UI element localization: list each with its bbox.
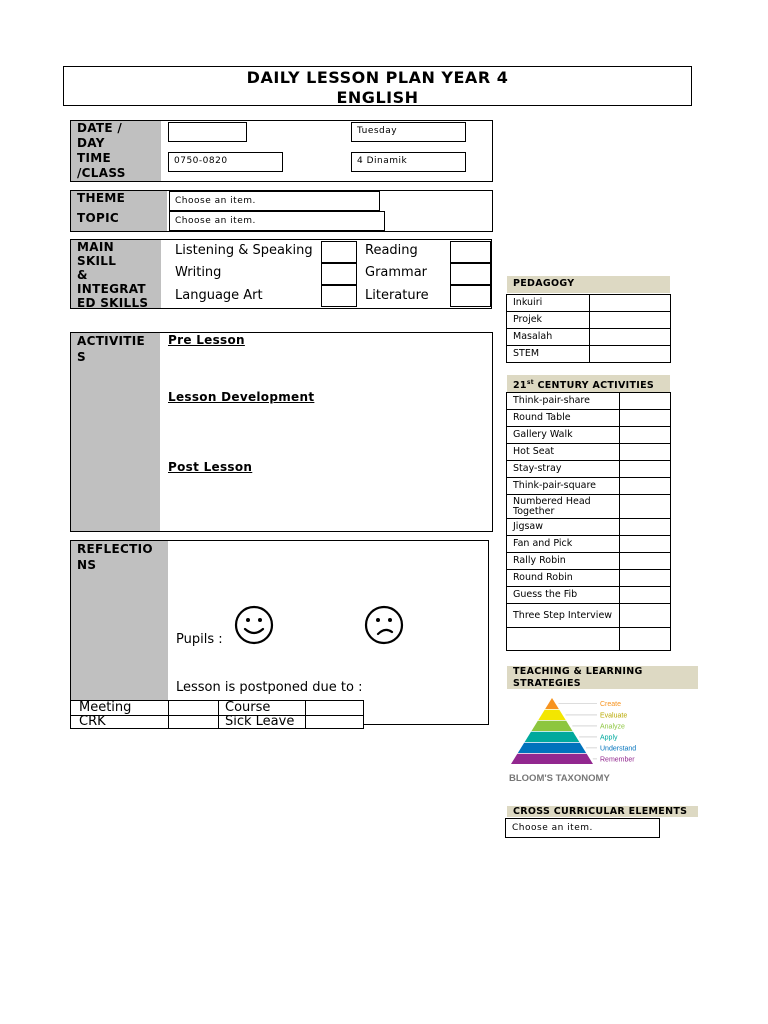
datetime-label-1: DATE / [77,121,123,135]
postponed-label: Lesson is postponed due to : [176,680,363,695]
skill-literature-checkbox[interactable] [450,285,491,307]
pupils-label: Pupils : [176,632,223,647]
smiley-face-icon[interactable] [233,604,275,646]
century-check[interactable] [620,587,671,604]
century-check[interactable] [620,536,671,553]
skills-label-5: ED SKILLS [77,296,149,310]
topic-select[interactable]: Choose an item. [169,211,385,231]
date-field[interactable] [168,122,247,142]
datetime-label-3: TIME [77,151,111,165]
century-item: Gallery Walk [507,427,620,444]
skill-reading: Reading [365,243,418,258]
title-line-1: DAILY LESSON PLAN YEAR 4 [246,68,509,87]
skill-listening-speaking: Listening & Speaking [175,243,313,258]
century-item: Think-pair-share [507,393,620,410]
century-item: Rally Robin [507,553,620,570]
reason-crk: CRK [79,714,106,729]
century-check[interactable] [620,628,671,651]
topic-label: TOPIC [77,211,119,225]
activities-label-2: S [77,350,86,364]
activities-section [70,332,493,532]
skill-reading-checkbox[interactable] [450,241,491,263]
title-line-2: ENGLISH [336,88,419,107]
century-check[interactable] [620,410,671,427]
century-item: Stay-stray [507,461,620,478]
time-field[interactable]: 0750-0820 [168,152,283,172]
pyramid-label-apply: Apply [600,734,618,742]
century-check[interactable] [620,604,671,628]
post-lesson-heading: Post Lesson [168,460,253,474]
datetime-label-2: DAY [77,136,105,150]
pyramid-level-understand [518,743,586,753]
teaching-header-line-2: STRATEGIES [513,678,581,689]
century-header-rest: CENTURY ACTIVITIES [533,380,655,392]
pedagogy-item: STEM [507,346,590,363]
skill-grammar: Grammar [365,265,428,280]
century-item [507,628,620,651]
pedagogy-header: PEDAGOGY [507,276,670,293]
skill-language-art-checkbox[interactable] [321,285,357,307]
century-check[interactable] [620,570,671,587]
reason-meeting: Meeting [79,700,132,715]
century-check[interactable] [620,427,671,444]
century-check[interactable] [620,393,671,410]
pyramid-label-analyze: Analyze [600,723,625,731]
century-check[interactable] [620,461,671,478]
century-activities-table [506,392,671,651]
skill-writing: Writing [175,265,222,280]
skill-literature: Literature [365,288,429,303]
title-box [63,66,692,106]
datetime-section [70,120,493,182]
teaching-strategies-header [507,666,698,689]
theme-topic-section [70,190,493,232]
pedagogy-check[interactable] [590,346,671,363]
century-item: Fan and Pick [507,536,620,553]
activities-label-1: ACTIVITIE [77,334,146,348]
century-item: Guess the Fib [507,587,620,604]
pyramid-level-apply [525,732,580,742]
blooms-caption: BLOOM'S TAXONOMY [509,773,610,784]
century-item: Hot Seat [507,444,620,461]
skills-label-3: & [77,268,88,282]
century-item: Jigsaw [507,519,620,536]
day-field[interactable]: Tuesday [351,122,466,142]
century-check[interactable] [620,478,671,495]
century-check[interactable] [620,519,671,536]
century-activities-header [507,375,670,392]
pedagogy-item: Masalah [507,329,590,346]
pyramid-level-create [545,698,559,709]
skill-language-art: Language Art [175,288,263,303]
pedagogy-check[interactable] [590,329,671,346]
pyramid-level-evaluate [538,710,565,720]
reflections-label-2: NS [77,558,97,572]
postpone-reason-grid [70,700,364,729]
pedagogy-item: Projek [507,312,590,329]
lesson-development-heading: Lesson Development [168,390,315,404]
pyramid-label-understand: Understand [600,745,637,753]
century-item: Numbered Head Together [507,495,620,519]
pyramid-level-analyze [532,721,573,731]
reflections-label-1: REFLECTIO [77,542,153,556]
century-item: Three Step Interview [507,604,620,628]
skills-section [70,239,492,309]
skills-label-4: INTEGRAT [77,282,146,296]
sad-face-icon[interactable] [363,604,405,646]
theme-label: THEME [77,191,126,205]
teaching-header-line-1: TEACHING & LEARNING [513,666,643,677]
skill-writing-checkbox[interactable] [321,263,357,285]
datetime-label-4: /CLASS [77,166,126,180]
century-item: Think-pair-square [507,478,620,495]
pedagogy-table [506,294,671,363]
century-check[interactable] [620,553,671,570]
century-item: Round Robin [507,570,620,587]
reason-sick-leave: Sick Leave [225,714,295,729]
century-check[interactable] [620,495,671,519]
skill-grammar-checkbox[interactable] [450,263,491,285]
skill-listening-speaking-checkbox[interactable] [321,241,357,263]
century-item: Round Table [507,410,620,427]
datetime-label-cell [71,121,161,181]
pyramid-label-evaluate: Evaluate [600,712,628,720]
pedagogy-item: Inkuiri [507,295,590,312]
pedagogy-check[interactable] [590,295,671,312]
century-header-prefix: 21 [513,380,527,392]
skills-label-2: SKILL [77,254,117,268]
reason-course: Course [225,700,271,715]
skills-label-cell [71,240,161,308]
class-field[interactable]: 4 Dinamik [351,152,466,172]
pyramid-level-remember [511,754,593,764]
blooms-taxonomy-pyramid [507,692,647,788]
pedagogy-check[interactable] [590,312,671,329]
century-check[interactable] [620,444,671,461]
theme-select[interactable]: Choose an item. [169,191,380,211]
reflections-label-cell [71,541,168,724]
pre-lesson-heading: Pre Lesson [168,333,245,347]
activities-label-cell [71,333,160,531]
cross-curricular-header: CROSS CURRICULAR ELEMENTS [507,806,698,817]
pyramid-label-create: Create [600,701,622,708]
reflections-section [70,540,489,725]
theme-topic-label-cell [71,191,167,231]
century-header-sup: st [526,379,534,386]
skills-label-1: MAIN [77,240,114,254]
pyramid-label-remember: Remember [600,756,635,764]
cross-curricular-select[interactable]: Choose an item. [505,818,660,838]
